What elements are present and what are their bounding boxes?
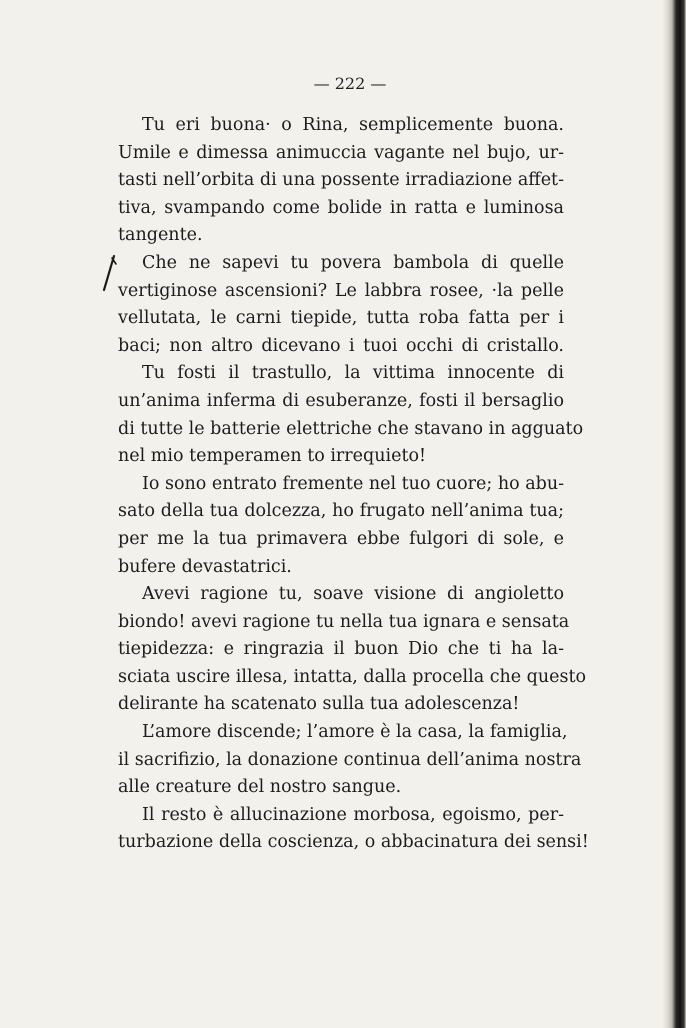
text-line: tiva, svampando come bolide in ratta e luminosa	[118, 197, 564, 218]
text-line: di tutte le batterie elettriche che stavano in agguato	[118, 418, 584, 439]
text-line: delirante ha scatenato sulla tua adolescenza!	[118, 694, 520, 715]
text-line: tasti nell’orbita di una possente irradiazione affet-	[118, 170, 564, 191]
text-line: alle creature del nostro sangue.	[118, 777, 402, 798]
text-line: nel mio temperamen to irrequieto!	[118, 446, 427, 467]
text-line: Avevi ragione tu, soave visione di angioletto	[142, 584, 564, 605]
text-line: tiepidezza: e ringrazia il buon Dio che ti ha la-	[118, 639, 564, 660]
text-line: il sacrifizio, la donazione continua dell’anima nostra	[118, 749, 582, 770]
text-line: vellutata, le carni tiepide, tutta roba fatta per i	[118, 308, 564, 329]
text-line: Tu fosti il trastullo, la vittima innocente di	[142, 363, 564, 384]
text-line: Umile e dimessa animuccia vagante nel bujo, ur-	[118, 142, 564, 163]
text-line: turbazione della coscienza, o abbacinatura dei sensi!	[118, 832, 589, 853]
text-line: Che ne sapevi tu povera bambola di quelle	[142, 252, 564, 273]
text-line: biondo! avevi ragione tu nella tua ignara e sensata	[118, 611, 570, 632]
text-line: L’amore discende; l’amore è la casa, la famiglia,	[142, 722, 568, 743]
text-line: Tu eri buona· o Rina, semplicemente buona.	[142, 115, 564, 135]
text-line: per me la tua primavera ebbe fulgori di sole, e	[118, 528, 564, 549]
text-line: bufere devastatrici.	[118, 556, 292, 577]
text-line: Il resto è allucinazione morbosa, egoismo, per-	[142, 804, 564, 825]
body-text	[118, 112, 589, 857]
text-line: un’anima inferma di esuberanze, fosti il bersaglio	[118, 390, 564, 411]
pen-mark-icon	[100, 254, 120, 294]
text-line: tangente.	[118, 225, 203, 246]
text-line: sciata uscire illesa, intatta, dalla procella che questo	[118, 666, 587, 687]
page-binding-edge	[662, 0, 686, 1028]
text-line: baci; non altro dicevano i tuoi occhi di cristallo.	[118, 335, 564, 356]
text-line: sato della tua dolcezza, ho frugato nell’anima tua;	[118, 501, 564, 522]
page-number: — 222 —	[313, 74, 387, 93]
text-line: Io sono entrato fremente nel tuo cuore; ho abu-	[142, 473, 565, 494]
text-line: vertiginose ascensioni? Le labbra rosee, ·la pelle	[118, 280, 564, 301]
